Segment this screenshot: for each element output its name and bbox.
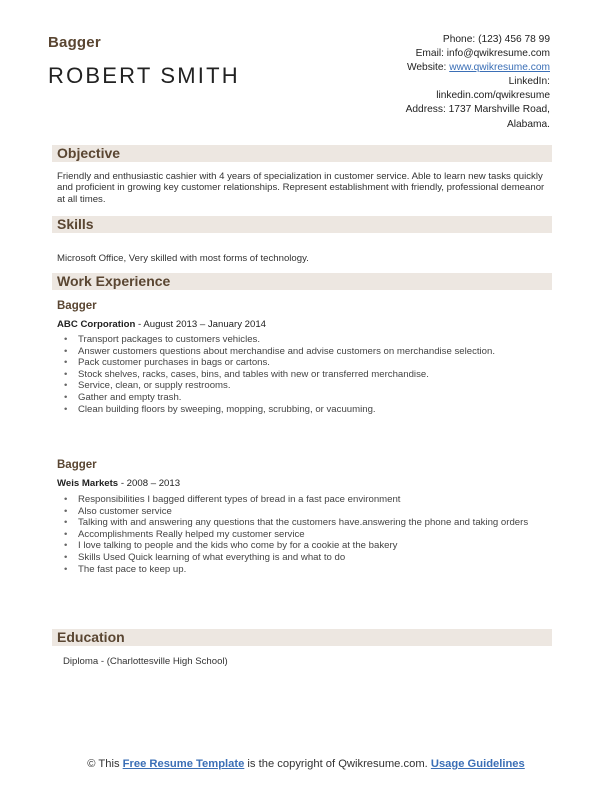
address-label: Address: (405, 104, 446, 116)
linkedin-label: LinkedIn: (508, 76, 550, 88)
job-2-dates: - 2008 – 2013 (118, 478, 181, 489)
work-experience-heading: Work Experience (57, 273, 171, 289)
list-item: • Clean building floors by sweeping, mopping, scrubbing, or vacuuming. (64, 404, 550, 416)
email-line (330, 47, 550, 61)
list-item: • Stock shelves, racks, cases, bins, and tables with new or transferred merchandise. (64, 369, 550, 381)
job-1-bullets (64, 334, 550, 415)
candidate-name: ROBERT SMITH (48, 63, 240, 88)
job-title: Bagger (48, 34, 101, 51)
objective-header (52, 145, 552, 162)
job-1-role: Bagger (57, 300, 97, 312)
list-item: • Transport packages to customers vehicles. (64, 334, 550, 346)
job-1-dates: - August 2013 – January 2014 (135, 319, 267, 330)
job-1-company-line (57, 319, 266, 330)
list-item: • I love talking to people and the kids who come by for a cookie at the bakery (64, 540, 550, 552)
list-item: • Service, clean, or supply restrooms. (64, 380, 550, 392)
list-item: • Talking with and answering any questions that the customers have.answering the phone and taking orders (64, 517, 550, 529)
email-label: Email: (415, 48, 444, 60)
list-item: • Accomplishments Really helped my customer service (64, 529, 550, 541)
list-item: • Responsibilities I bagged different types of bread in a fast pace environment (64, 494, 550, 506)
job-1-company: ABC Corporation (57, 319, 136, 330)
usage-guidelines-link[interactable]: Usage Guidelines (430, 758, 525, 770)
footer-middle: is the copyright of Qwikresume.com. (244, 758, 431, 770)
skills-header (52, 216, 552, 233)
list-item: • Answer customers questions about merchandise and advise customers on merchandise selection. (64, 346, 550, 358)
phone-value: (123) 456 78 99 (478, 34, 550, 45)
phone-label: Phone: (442, 34, 476, 45)
work-experience-header (52, 273, 552, 290)
education-text: Diploma - (Charlottesville High School) (63, 656, 228, 667)
address-line-2: Alabama. (506, 118, 550, 130)
job-2-company: Weis Markets (57, 478, 119, 489)
skills-heading: Skills (57, 216, 94, 232)
job-2-role: Bagger (57, 459, 97, 471)
objective-text: Friendly and enthusiastic cashier with 4 years of specialization in customer service. Able to learn new tasks quickly and proficient in growing key customer relationships. Represent establishment with friendly, professional demeanor at all times. (57, 171, 545, 205)
education-header (52, 629, 552, 646)
website-line (330, 61, 550, 75)
footer-prefix: © This (87, 758, 123, 770)
address-line (330, 103, 550, 117)
list-item: • Also customer service (64, 506, 550, 518)
job-2-company-line (57, 478, 180, 489)
linkedin-value[interactable]: linkedin.com/qwikresume (436, 90, 550, 102)
address-value: 1737 Marshville Road, (448, 104, 550, 116)
objective-heading: Objective (57, 145, 121, 161)
job-2-bullets (64, 494, 550, 575)
email-value[interactable]: info@qwikresume.com (446, 48, 550, 60)
website-link[interactable]: www.qwikresume.com (449, 62, 550, 74)
contact-block (330, 33, 550, 132)
list-item: • Pack customer purchases in bags or cartons. (64, 357, 550, 369)
website-label: Website: (406, 62, 447, 74)
list-item: • Gather and empty trash. (64, 392, 550, 404)
footer (0, 757, 612, 771)
skills-text: Microsoft Office, Very skilled with most forms of technology. (57, 253, 309, 264)
list-item: • The fast pace to keep up. (64, 564, 550, 576)
list-item: • Skills Used Quick learning of what everything is and what to do (64, 552, 550, 564)
phone-line (330, 33, 550, 47)
education-heading: Education (57, 629, 125, 645)
free-resume-template-link[interactable]: Free Resume Template (122, 758, 245, 770)
